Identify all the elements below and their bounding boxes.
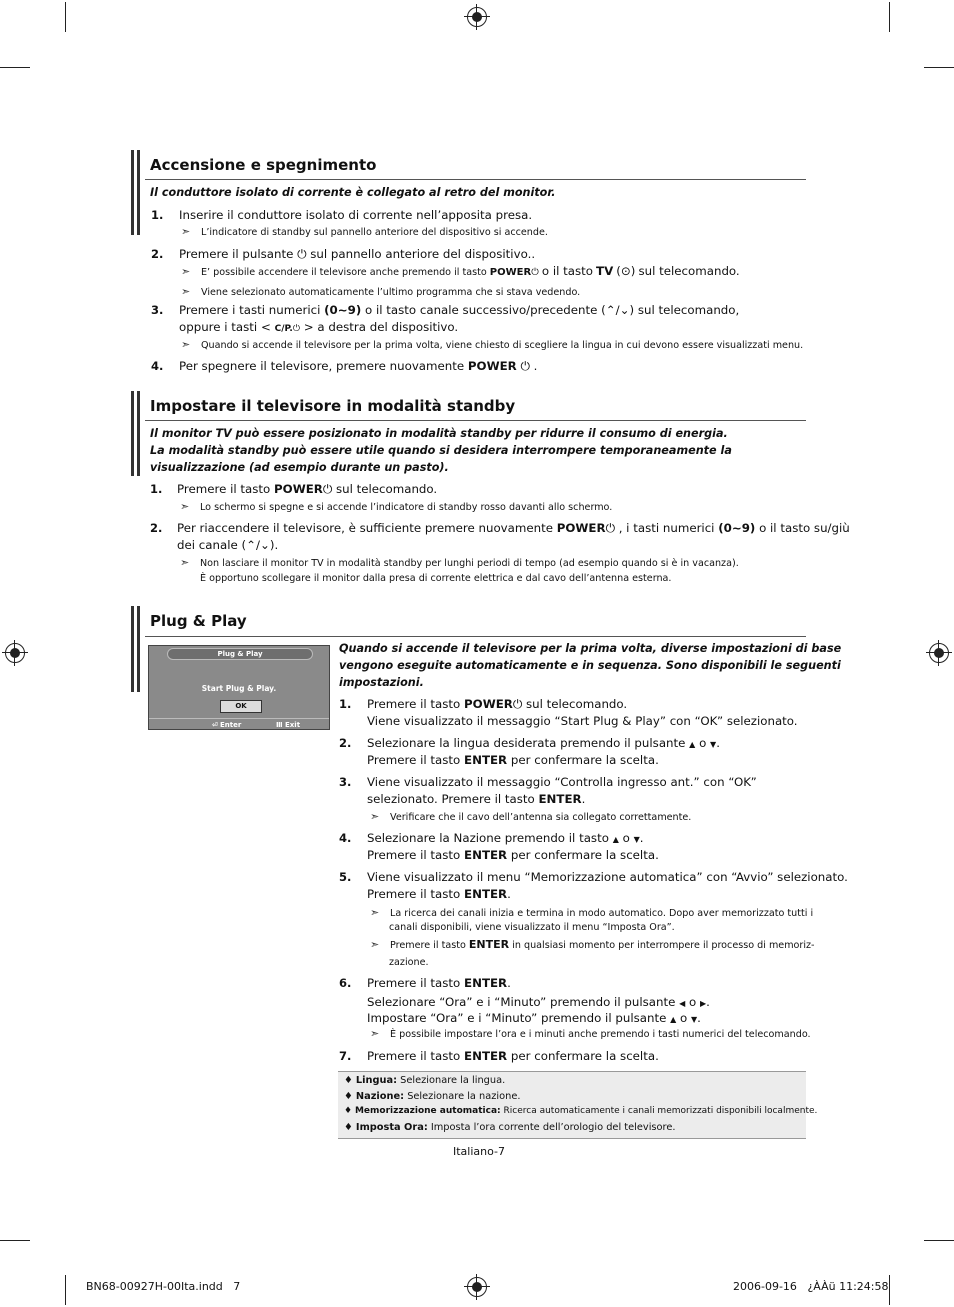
step-number: 3.	[339, 775, 352, 789]
summary-item: ♦ Nazione: Selezionare la nazione.	[344, 1091, 521, 1102]
step-text: Premere il pulsante ⏻ sul pannello anteriore del dispositivo..	[179, 247, 536, 261]
bullet-icon: ♦	[344, 1091, 353, 1102]
step-number: 5.	[339, 870, 352, 884]
settings-summary	[338, 1071, 818, 1139]
right-arrow-icon: ▶	[699, 999, 707, 1008]
section-bar	[131, 606, 134, 692]
crop-mark	[889, 2, 890, 32]
section-rule	[145, 636, 806, 637]
power-icon: ⏻	[520, 359, 530, 373]
section-title: Accensione e spegnimento	[150, 156, 377, 174]
step-text: Premere il tasto ENTER per confermare la scelta.	[367, 1049, 659, 1063]
section-intro: Il monitor TV può essere posizionato in modalità standby per ridurre il consumo di energia.	[150, 427, 728, 440]
step-text: selezionato. Premere il tasto ENTER.	[367, 792, 586, 806]
step-text: Premere il tasto ENTER per confermare la scelta.	[367, 753, 659, 767]
section-title: Plug & Play	[150, 612, 247, 630]
step-number: 1.	[151, 208, 164, 222]
chevron-right-icon: >	[303, 320, 314, 334]
section-intro: La modalità standby può essere utile quando si desidera interrompere temporaneamente la	[150, 444, 732, 457]
note-arrow-icon: ➣	[370, 1027, 380, 1040]
step-text: Selezionare “Ora” e i “Minuto” premendo il pulsante ◀ o ▶.	[367, 995, 710, 1009]
up-arrow-icon: ▲	[612, 835, 619, 844]
exit-icon: Ⅲ	[276, 721, 283, 729]
channel-down-icon: ⌄	[259, 538, 270, 552]
registration-mark-icon	[5, 643, 25, 663]
crop-mark	[924, 67, 954, 68]
step-note: ➣ Lo schermo si spegne e si accende l’indicatore di standby rosso davanti allo schermo.	[180, 500, 613, 513]
step-note: ➣ La ricerca dei canali inizia e termina in modo automatico. Dopo aver memorizzato tutti i	[370, 906, 814, 919]
note-arrow-icon: ➣	[181, 338, 191, 351]
section-bar	[131, 150, 134, 235]
print-slug-date: 2006-09-16 ¿ÀÀü 11:24:58	[733, 1280, 889, 1293]
page-number: Italiano-7	[453, 1145, 506, 1158]
step-number: 2.	[151, 247, 164, 261]
section-intro: Il conduttore isolato di corrente è collegato al retro del monitor.	[150, 186, 556, 199]
power-icon: ⏻	[531, 267, 539, 278]
up-arrow-icon: ▲	[670, 1015, 677, 1024]
down-arrow-icon: ▼	[710, 740, 717, 749]
step-text: Premere i tasti numerici (0~9) o il tasto canale successivo/precedente (⌃/⌄) sul telecomando,	[179, 303, 740, 317]
power-icon: ⏻	[292, 324, 300, 334]
channel-up-icon: ⌃	[605, 303, 616, 317]
note-arrow-icon: ➣	[181, 225, 191, 238]
section-intro: visualizzazione (ad esempio durante un pasto).	[150, 461, 449, 474]
power-icon: ⏻	[297, 247, 307, 261]
print-slug-file: BN68-00927H-00Ita.indd 7	[86, 1280, 241, 1293]
step-note: ➣ E’ possibile accendere il televisore anche premendo il tasto POWER⏻ o il tasto TV (⊙) sul telecomando.	[181, 264, 740, 278]
step-note: ➣ Viene selezionato automaticamente l’ultimo programma che si stava vedendo.	[181, 285, 581, 298]
step-note: ➣ Premere il tasto ENTER in qualsiasi momento per interrompere il processo di memoriz-	[370, 938, 815, 951]
step-text: Viene visualizzato il messaggio “Controlla ingresso ant.” con “OK”	[367, 775, 757, 789]
chevron-left-icon: <	[260, 320, 271, 334]
step-number: 1.	[339, 697, 352, 711]
channel-down-icon: ⌄	[619, 303, 630, 317]
section-bar	[137, 150, 140, 235]
power-icon: ⏻	[605, 521, 615, 535]
step-text: Premere il tasto POWER⏻ sul telecomando.	[177, 482, 438, 496]
registration-mark-icon	[467, 7, 487, 27]
note-arrow-icon: ➣	[180, 500, 190, 513]
crop-mark	[0, 67, 30, 68]
note-arrow-icon: ➣	[181, 285, 191, 298]
step-note: ➣ È possibile impostare l’ora e i minuti anche premendo i tasti numerici del telecomando.	[370, 1027, 811, 1040]
step-text: Selezionare la lingua desiderata premendo il pulsante ▲ o ▼.	[367, 736, 720, 750]
crop-mark	[889, 1275, 890, 1305]
down-arrow-icon: ▼	[633, 835, 640, 844]
step-note: È opportuno scollegare il monitor dalla presa di corrente elettrica e dal cavo dell’antenna esterna.	[200, 573, 672, 584]
section-bar	[137, 391, 140, 476]
crop-mark	[924, 1240, 954, 1241]
tv-button-icon: ⊙	[620, 264, 631, 278]
step-number: 4.	[151, 359, 164, 373]
bullet-icon: ♦	[344, 1122, 353, 1133]
bullet-icon: ♦	[344, 1075, 353, 1086]
section-intro: vengono eseguite automaticamente e in sequenza. Sono disponibili le seguenti	[339, 659, 841, 672]
section-bar	[137, 606, 140, 692]
osd-footer: ⏎ Enter Ⅲ Exit	[149, 718, 329, 731]
crop-mark	[65, 1275, 66, 1305]
step-note: ➣ Verificare che il cavo dell’antenna sia collegato correttamente.	[370, 810, 692, 823]
step-number: 2.	[339, 736, 352, 750]
crop-mark	[0, 1240, 30, 1241]
step-text: Premere il tasto ENTER.	[367, 976, 511, 990]
step-number: 6.	[339, 976, 352, 990]
crop-mark	[65, 2, 66, 32]
osd-title: Plug & Play	[167, 648, 313, 660]
note-arrow-icon: ➣	[180, 556, 190, 569]
step-note: ➣ Non lasciare il monitor TV in modalità standby per lunghi periodi di tempo (ad esempio quando si è in vacanza).	[180, 556, 739, 569]
down-arrow-icon: ▼	[690, 1015, 698, 1024]
power-icon: ⏻	[322, 482, 333, 496]
step-text: Per riaccendere il televisore, è sufficiente premere nuovamente POWER⏻ , i tasti numerici (0~9) o il tasto su/giù	[177, 521, 850, 535]
step-note: zazione.	[389, 957, 429, 968]
osd-screen	[148, 645, 330, 730]
step-text: Premere il tasto ENTER per confermare la scelta.	[367, 848, 659, 862]
step-text: oppure i tasti < C/P.⏻ > a destra del dispositivo.	[179, 320, 459, 334]
osd-message: Start Plug & Play.	[201, 684, 277, 693]
note-arrow-icon: ➣	[370, 810, 380, 823]
step-text: Selezionare la Nazione premendo il tasto ▲ o ▼.	[367, 831, 644, 845]
note-arrow-icon: ➣	[370, 906, 380, 919]
step-text: Premere il tasto ENTER.	[367, 887, 511, 901]
step-number: 7.	[339, 1049, 352, 1063]
power-icon: ⏻	[512, 697, 523, 711]
step-text: Viene visualizzato il messaggio “Start Plug & Play” con “OK” selezionato.	[367, 714, 798, 728]
section-rule	[145, 420, 806, 421]
registration-mark-icon	[929, 643, 949, 663]
step-text: Impostare “Ora” e i “Minuto” premendo il pulsante ▲ o ▼.	[367, 1011, 701, 1025]
bullet-icon: ♦	[344, 1106, 353, 1116]
step-note: ➣ L’indicatore di standby sul pannello anteriore del dispositivo si accende.	[181, 225, 548, 238]
section-rule	[145, 179, 806, 180]
step-number: 3.	[151, 303, 164, 317]
step-text: Premere il tasto POWER⏻ sul telecomando.	[367, 697, 628, 711]
osd-ok-button[interactable]: OK	[220, 700, 262, 713]
registration-mark-icon	[467, 1277, 487, 1297]
step-text: dei canale (⌃/⌄).	[177, 538, 279, 552]
section-intro: Quando si accende il televisore per la prima volta, diverse impostazioni di base	[339, 642, 842, 655]
step-text: Viene visualizzato il menu “Memorizzazione automatica” con “Avvio” selezionato.	[367, 870, 848, 884]
channel-up-icon: ⌃	[246, 538, 256, 552]
step-note: ➣ Quando si accende il televisore per la prima volta, viene chiesto di scegliere la lingua in cui devono essere visualizzati menu.	[181, 338, 804, 351]
step-note: canali disponibili, viene visualizzato il menu “Imposta Ora”.	[389, 922, 675, 933]
summary-item: ♦ Lingua: Selezionare la lingua.	[344, 1075, 506, 1086]
step-number: 4.	[339, 831, 352, 845]
summary-item: ♦ Memorizzazione automatica: Ricerca automaticamente i canali memorizzati disponibili localmente.	[344, 1106, 818, 1116]
up-arrow-icon: ▲	[689, 740, 696, 749]
left-arrow-icon: ◀	[679, 999, 686, 1008]
summary-item: ♦ Imposta Ora: Imposta l’ora corrente dell’orologio del televisore.	[344, 1122, 676, 1133]
section-bar	[131, 391, 134, 476]
step-number: 2.	[150, 521, 163, 535]
note-arrow-icon: ➣	[181, 265, 191, 278]
section-intro: impostazioni.	[339, 676, 424, 689]
section-title: Impostare il televisore in modalità standby	[150, 397, 516, 415]
note-arrow-icon: ➣	[370, 938, 380, 951]
step-number: 1.	[150, 482, 163, 496]
enter-icon: ⏎	[212, 721, 218, 729]
step-text: Per spegnere il televisore, premere nuovamente POWER ⏻ .	[179, 359, 538, 373]
step-text: Inserire il conduttore isolato di corrente nell’apposita presa.	[179, 208, 533, 222]
